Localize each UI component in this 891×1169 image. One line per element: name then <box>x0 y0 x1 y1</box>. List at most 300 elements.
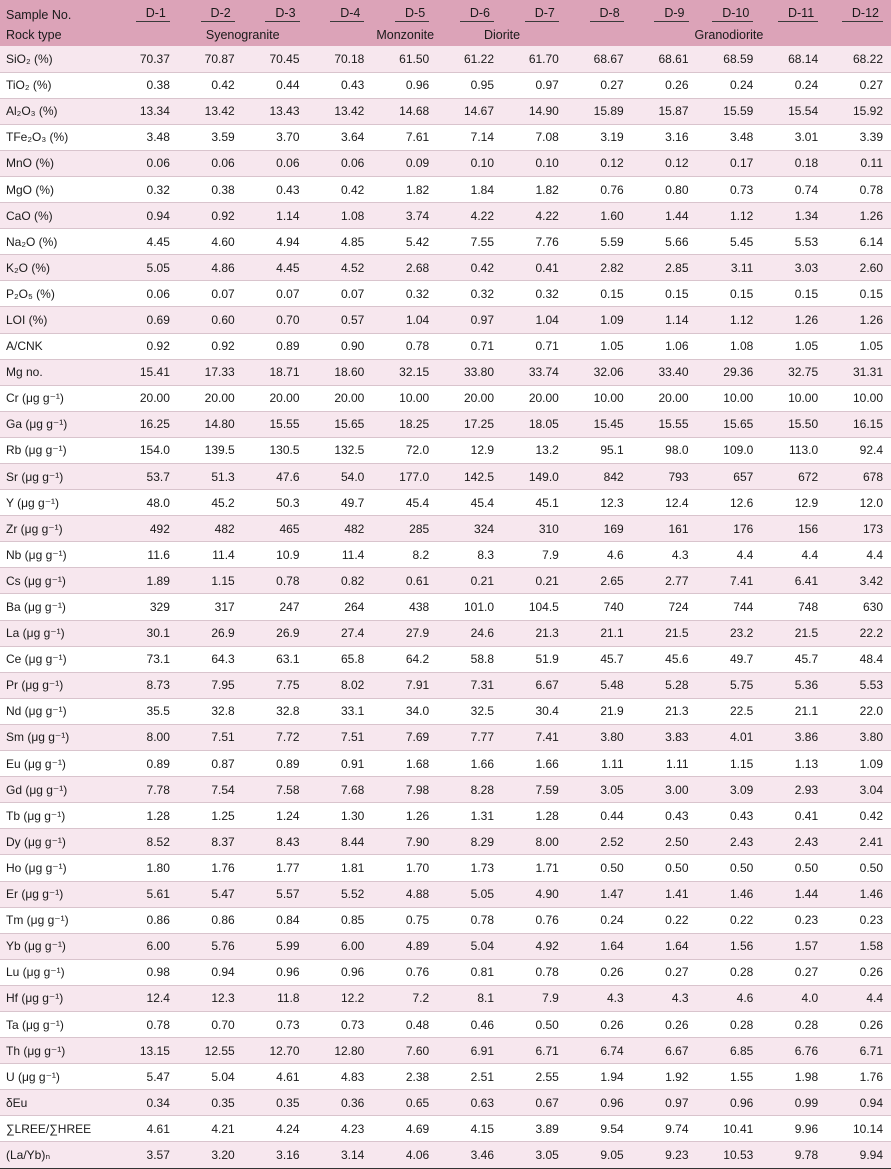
table-cell: 3.03 <box>761 255 826 281</box>
table-cell: 6.41 <box>761 568 826 594</box>
table-row <box>0 1116 891 1142</box>
table-cell: 7.31 <box>437 672 502 698</box>
table-cell: 48.4 <box>826 646 891 672</box>
table-row <box>0 203 891 229</box>
table-cell: 0.94 <box>113 203 178 229</box>
table-cell: 1.31 <box>437 803 502 829</box>
row-label: Y (μg g⁻¹) <box>0 490 113 516</box>
table-cell: 0.38 <box>113 72 178 98</box>
table-cell: 15.55 <box>243 411 308 437</box>
table-cell: 14.67 <box>437 98 502 124</box>
table-cell: 0.24 <box>567 907 632 933</box>
table-cell: 5.75 <box>697 672 762 698</box>
table-cell: 1.09 <box>567 307 632 333</box>
row-label: Lu (μg g⁻¹) <box>0 959 113 985</box>
rock-type-name: Syenogranite <box>205 28 280 42</box>
table-cell: 1.56 <box>697 933 762 959</box>
table-cell: 3.16 <box>632 124 697 150</box>
table-cell: 4.86 <box>178 255 243 281</box>
table-cell: 3.48 <box>113 124 178 150</box>
row-label: P₂O₅ (%) <box>0 281 113 307</box>
table-cell: 4.45 <box>113 229 178 255</box>
table-row <box>0 1064 891 1090</box>
table-cell: 4.92 <box>502 933 567 959</box>
table-cell: 4.22 <box>437 203 502 229</box>
table-cell: 0.96 <box>697 1090 762 1116</box>
table-cell: 0.89 <box>243 333 308 359</box>
table-cell: 4.89 <box>372 933 437 959</box>
table-cell: 61.50 <box>372 46 437 72</box>
table-cell: 176 <box>697 516 762 542</box>
table-cell: 0.65 <box>372 1090 437 1116</box>
table-cell: 0.85 <box>308 907 373 933</box>
table-cell: 5.04 <box>437 933 502 959</box>
table-cell: 4.22 <box>502 203 567 229</box>
row-label: TiO₂ (%) <box>0 72 113 98</box>
table-row <box>0 594 891 620</box>
table-cell: 0.28 <box>697 959 762 985</box>
table-cell: 15.59 <box>697 98 762 124</box>
table-cell: 0.74 <box>761 176 826 202</box>
table-cell: 0.50 <box>697 855 762 881</box>
table-cell: 4.83 <box>308 1064 373 1090</box>
table-cell: 21.5 <box>632 620 697 646</box>
table-cell: 0.21 <box>502 568 567 594</box>
table-cell: 678 <box>826 464 891 490</box>
table-cell: 6.71 <box>826 1038 891 1064</box>
table-cell: 5.66 <box>632 229 697 255</box>
table-cell: 1.84 <box>437 176 502 202</box>
table-cell: 7.51 <box>308 724 373 750</box>
table-cell: 1.92 <box>632 1064 697 1090</box>
row-label: Rb (μg g⁻¹) <box>0 437 113 463</box>
sample-column-header <box>502 0 567 24</box>
table-cell: 0.32 <box>372 281 437 307</box>
table-cell: 1.34 <box>761 203 826 229</box>
table-cell: 1.55 <box>697 1064 762 1090</box>
table-cell: 0.34 <box>113 1090 178 1116</box>
table-cell: 7.72 <box>243 724 308 750</box>
table-cell: 1.15 <box>697 751 762 777</box>
table-cell: 21.3 <box>502 620 567 646</box>
table-row <box>0 150 891 176</box>
table-cell: 12.2 <box>308 985 373 1011</box>
table-cell: 4.23 <box>308 1116 373 1142</box>
table-cell: 6.00 <box>113 933 178 959</box>
table-cell: 1.46 <box>697 881 762 907</box>
table-cell: 1.11 <box>632 751 697 777</box>
row-label: (La/Yb)ₙ <box>0 1142 113 1168</box>
row-label: Dy (μg g⁻¹) <box>0 829 113 855</box>
table-cell: 0.76 <box>372 959 437 985</box>
table-cell: 10.41 <box>697 1116 762 1142</box>
rock-type-name: Monzonite <box>376 28 435 42</box>
table-cell: 0.78 <box>113 1011 178 1037</box>
table-cell: 1.26 <box>372 803 437 829</box>
table-cell: 11.8 <box>243 985 308 1011</box>
table-cell: 9.54 <box>567 1116 632 1142</box>
table-cell: 7.58 <box>243 777 308 803</box>
sample-no-label: Sample No. <box>6 8 72 22</box>
rock-type-name: Granodiorite <box>694 28 764 42</box>
table-cell: 0.43 <box>308 72 373 98</box>
table-cell: 0.11 <box>826 150 891 176</box>
table-cell: 7.08 <box>502 124 567 150</box>
sample-column-header <box>632 0 697 24</box>
table-cell: 5.05 <box>113 255 178 281</box>
table-cell: 7.9 <box>502 985 567 1011</box>
table-cell: 10.9 <box>243 542 308 568</box>
row-label: MnO (%) <box>0 150 113 176</box>
table-row <box>0 751 891 777</box>
table-cell: 54.0 <box>308 464 373 490</box>
table-cell: 32.75 <box>761 359 826 385</box>
table-cell: 2.93 <box>761 777 826 803</box>
table-cell: 10.00 <box>372 385 437 411</box>
table-cell: 3.05 <box>502 1142 567 1168</box>
table-cell: 45.1 <box>502 490 567 516</box>
table-cell: 748 <box>761 594 826 620</box>
table-cell: 0.86 <box>178 907 243 933</box>
table-cell: 13.2 <box>502 437 567 463</box>
row-label: Nd (μg g⁻¹) <box>0 698 113 724</box>
table-cell: 0.15 <box>632 281 697 307</box>
table-cell: 20.00 <box>178 385 243 411</box>
table-cell: 0.94 <box>178 959 243 985</box>
sample-id: D-3 <box>265 6 299 22</box>
sample-header-row <box>0 0 891 24</box>
sample-column-header <box>243 0 308 24</box>
table-cell: 0.15 <box>826 281 891 307</box>
table-cell: 4.01 <box>697 724 762 750</box>
table-cell: 4.0 <box>761 985 826 1011</box>
table-cell: 4.15 <box>437 1116 502 1142</box>
table-cell: 68.14 <box>761 46 826 72</box>
table-cell: 1.66 <box>502 751 567 777</box>
table-cell: 0.91 <box>308 751 373 777</box>
table-cell: 8.2 <box>372 542 437 568</box>
table-cell: 9.78 <box>761 1142 826 1168</box>
table-cell: 0.42 <box>178 72 243 98</box>
table-cell: 18.60 <box>308 359 373 385</box>
table-cell: 0.41 <box>502 255 567 281</box>
row-label: U (μg g⁻¹) <box>0 1064 113 1090</box>
table-cell: 68.59 <box>697 46 762 72</box>
table-cell: 7.75 <box>243 672 308 698</box>
table-cell: 45.7 <box>567 646 632 672</box>
table-cell: 0.09 <box>372 150 437 176</box>
table-cell: 1.47 <box>567 881 632 907</box>
table-cell: 0.97 <box>632 1090 697 1116</box>
table-cell: 3.16 <box>243 1142 308 1168</box>
table-cell: 1.13 <box>761 751 826 777</box>
table-cell: 0.15 <box>761 281 826 307</box>
table-cell: 45.6 <box>632 646 697 672</box>
table-cell: 9.96 <box>761 1116 826 1142</box>
table-cell: 0.06 <box>308 150 373 176</box>
table-cell: 49.7 <box>697 646 762 672</box>
table-cell: 2.43 <box>697 829 762 855</box>
rock-type-row <box>0 24 891 46</box>
table-cell: 0.26 <box>632 1011 697 1037</box>
table-cell: 0.24 <box>761 72 826 98</box>
table-cell: 2.41 <box>826 829 891 855</box>
table-cell: 4.61 <box>113 1116 178 1142</box>
table-cell: 32.5 <box>437 698 502 724</box>
table-cell: 7.2 <box>372 985 437 1011</box>
table-cell: 3.04 <box>826 777 891 803</box>
table-cell: 20.00 <box>308 385 373 411</box>
table-row <box>0 542 891 568</box>
table-cell: 7.51 <box>178 724 243 750</box>
table-cell: 1.64 <box>567 933 632 959</box>
table-row <box>0 646 891 672</box>
table-row <box>0 620 891 646</box>
row-label: Ho (μg g⁻¹) <box>0 855 113 881</box>
table-cell: 21.1 <box>761 698 826 724</box>
sample-id: D-8 <box>590 6 624 22</box>
table-row <box>0 385 891 411</box>
row-label: Nb (μg g⁻¹) <box>0 542 113 568</box>
table-cell: 4.94 <box>243 229 308 255</box>
row-label: Yb (μg g⁻¹) <box>0 933 113 959</box>
table-cell: 2.85 <box>632 255 697 281</box>
row-label: Zr (μg g⁻¹) <box>0 516 113 542</box>
table-cell: 20.00 <box>632 385 697 411</box>
table-cell: 14.80 <box>178 411 243 437</box>
table-cell: 161 <box>632 516 697 542</box>
table-cell: 0.06 <box>113 150 178 176</box>
table-cell: 15.45 <box>567 411 632 437</box>
table-cell: 7.69 <box>372 724 437 750</box>
table-cell: 0.50 <box>502 1011 567 1037</box>
sample-id: D-6 <box>460 6 494 22</box>
table-cell: 1.12 <box>697 307 762 333</box>
table-cell: 21.5 <box>761 620 826 646</box>
table-cell: 9.23 <box>632 1142 697 1168</box>
table-cell: 1.58 <box>826 933 891 959</box>
table-cell: 16.15 <box>826 411 891 437</box>
row-label: Tb (μg g⁻¹) <box>0 803 113 829</box>
table-cell: 1.57 <box>761 933 826 959</box>
table-cell: 12.55 <box>178 1038 243 1064</box>
table-cell: 15.92 <box>826 98 891 124</box>
table-cell: 630 <box>826 594 891 620</box>
table-cell: 1.26 <box>826 307 891 333</box>
table-cell: 0.28 <box>761 1011 826 1037</box>
table-cell: 0.44 <box>243 72 308 98</box>
table-cell: 10.00 <box>697 385 762 411</box>
table-cell: 1.30 <box>308 803 373 829</box>
table-cell: 0.96 <box>308 959 373 985</box>
rock-type-group <box>437 24 567 46</box>
table-cell: 4.69 <box>372 1116 437 1142</box>
table-cell: 310 <box>502 516 567 542</box>
table-cell: 0.76 <box>502 907 567 933</box>
table-cell: 13.43 <box>243 98 308 124</box>
table-cell: 156 <box>761 516 826 542</box>
sample-column-header <box>826 0 891 24</box>
table-cell: 8.73 <box>113 672 178 698</box>
table-cell: 3.59 <box>178 124 243 150</box>
table-cell: 0.43 <box>697 803 762 829</box>
table-cell: 21.9 <box>567 698 632 724</box>
table-cell: 12.6 <box>697 490 762 516</box>
table-cell: 5.48 <box>567 672 632 698</box>
table-cell: 3.46 <box>437 1142 502 1168</box>
table-cell: 4.3 <box>632 985 697 1011</box>
table-cell: 48.0 <box>113 490 178 516</box>
table-cell: 5.04 <box>178 1064 243 1090</box>
row-label: Gd (μg g⁻¹) <box>0 777 113 803</box>
table-cell: 11.4 <box>178 542 243 568</box>
table-cell: 0.87 <box>178 751 243 777</box>
table-cell: 1.80 <box>113 855 178 881</box>
table-cell: 9.74 <box>632 1116 697 1142</box>
table-cell: 15.41 <box>113 359 178 385</box>
table-cell: 3.48 <box>697 124 762 150</box>
table-cell: 1.77 <box>243 855 308 881</box>
sample-id: D-11 <box>778 6 818 22</box>
sample-column-header <box>697 0 762 24</box>
row-label: A/CNK <box>0 333 113 359</box>
table-cell: 0.78 <box>826 176 891 202</box>
table-cell: 0.96 <box>243 959 308 985</box>
table-cell: 1.26 <box>761 307 826 333</box>
table-row <box>0 98 891 124</box>
table-cell: 0.69 <box>113 307 178 333</box>
table-cell: 329 <box>113 594 178 620</box>
table-cell: 0.38 <box>178 176 243 202</box>
table-cell: 6.67 <box>632 1038 697 1064</box>
table-cell: 5.47 <box>113 1064 178 1090</box>
table-cell: 744 <box>697 594 762 620</box>
table-cell: 3.05 <box>567 777 632 803</box>
table-cell: 12.9 <box>761 490 826 516</box>
table-cell: 5.53 <box>761 229 826 255</box>
rock-type-group <box>567 24 891 46</box>
table-row <box>0 437 891 463</box>
table-cell: 3.01 <box>761 124 826 150</box>
table-row <box>0 490 891 516</box>
table-cell: 27.9 <box>372 620 437 646</box>
sample-id: D-7 <box>525 6 559 22</box>
table-cell: 0.35 <box>243 1090 308 1116</box>
row-label: Mg no. <box>0 359 113 385</box>
table-cell: 0.07 <box>178 281 243 307</box>
table-cell: 18.05 <box>502 411 567 437</box>
table-cell: 51.3 <box>178 464 243 490</box>
table-row <box>0 907 891 933</box>
table-cell: 5.53 <box>826 672 891 698</box>
table-cell: 0.43 <box>243 176 308 202</box>
table-cell: 324 <box>437 516 502 542</box>
table-cell: 0.82 <box>308 568 373 594</box>
table-cell: 0.12 <box>632 150 697 176</box>
table-cell: 68.67 <box>567 46 632 72</box>
row-label: SiO₂ (%) <box>0 46 113 72</box>
table-cell: 1.26 <box>826 203 891 229</box>
table-row <box>0 777 891 803</box>
table-cell: 1.08 <box>308 203 373 229</box>
table-cell: 12.3 <box>178 985 243 1011</box>
table-cell: 1.11 <box>567 751 632 777</box>
table-cell: 65.8 <box>308 646 373 672</box>
table-cell: 132.5 <box>308 437 373 463</box>
table-cell: 27.4 <box>308 620 373 646</box>
table-cell: 0.06 <box>113 281 178 307</box>
table-cell: 35.5 <box>113 698 178 724</box>
table-row <box>0 255 891 281</box>
table-cell: 0.23 <box>826 907 891 933</box>
row-label: Cr (μg g⁻¹) <box>0 385 113 411</box>
table-cell: 0.26 <box>567 959 632 985</box>
table-cell: 109.0 <box>697 437 762 463</box>
table-cell: 2.55 <box>502 1064 567 1090</box>
table-cell: 4.06 <box>372 1142 437 1168</box>
table-cell: 29.36 <box>697 359 762 385</box>
table-cell: 2.60 <box>826 255 891 281</box>
table-cell: 8.37 <box>178 829 243 855</box>
table-cell: 64.2 <box>372 646 437 672</box>
table-cell: 11.6 <box>113 542 178 568</box>
table-cell: 12.4 <box>632 490 697 516</box>
table-cell: 1.66 <box>437 751 502 777</box>
sample-column-header <box>567 0 632 24</box>
table-cell: 7.95 <box>178 672 243 698</box>
table-cell: 0.50 <box>632 855 697 881</box>
table-cell: 68.61 <box>632 46 697 72</box>
table-cell: 1.82 <box>502 176 567 202</box>
table-cell: 0.22 <box>697 907 762 933</box>
table-cell: 17.33 <box>178 359 243 385</box>
table-cell: 130.5 <box>243 437 308 463</box>
table-cell: 3.57 <box>113 1142 178 1168</box>
row-label: Na₂O (%) <box>0 229 113 255</box>
table-row <box>0 72 891 98</box>
table-cell: 0.80 <box>632 176 697 202</box>
table-cell: 7.41 <box>697 568 762 594</box>
table-cell: 13.42 <box>178 98 243 124</box>
table-cell: 154.0 <box>113 437 178 463</box>
table-cell: 8.3 <box>437 542 502 568</box>
table-cell: 4.24 <box>243 1116 308 1142</box>
table-cell: 26.9 <box>243 620 308 646</box>
table-cell: 0.75 <box>372 907 437 933</box>
table-cell: 8.29 <box>437 829 502 855</box>
table-cell: 0.67 <box>502 1090 567 1116</box>
table-cell: 0.12 <box>567 150 632 176</box>
rock-type-name: Diorite <box>483 28 521 42</box>
table-cell: 8.1 <box>437 985 502 1011</box>
table-cell: 0.50 <box>826 855 891 881</box>
table-cell: 0.22 <box>632 907 697 933</box>
rock-type-label: Rock type <box>6 28 62 42</box>
table-cell: 15.65 <box>697 411 762 437</box>
table-cell: 3.14 <box>308 1142 373 1168</box>
table-cell: 32.06 <box>567 359 632 385</box>
row-label: Ta (μg g⁻¹) <box>0 1011 113 1037</box>
table-cell: 0.94 <box>826 1090 891 1116</box>
table-cell: 1.70 <box>372 855 437 881</box>
table-cell: 3.86 <box>761 724 826 750</box>
table-cell: 5.45 <box>697 229 762 255</box>
table-row <box>0 959 891 985</box>
table-cell: 2.50 <box>632 829 697 855</box>
table-cell: 5.57 <box>243 881 308 907</box>
table-cell: 5.52 <box>308 881 373 907</box>
table-cell: 61.70 <box>502 46 567 72</box>
